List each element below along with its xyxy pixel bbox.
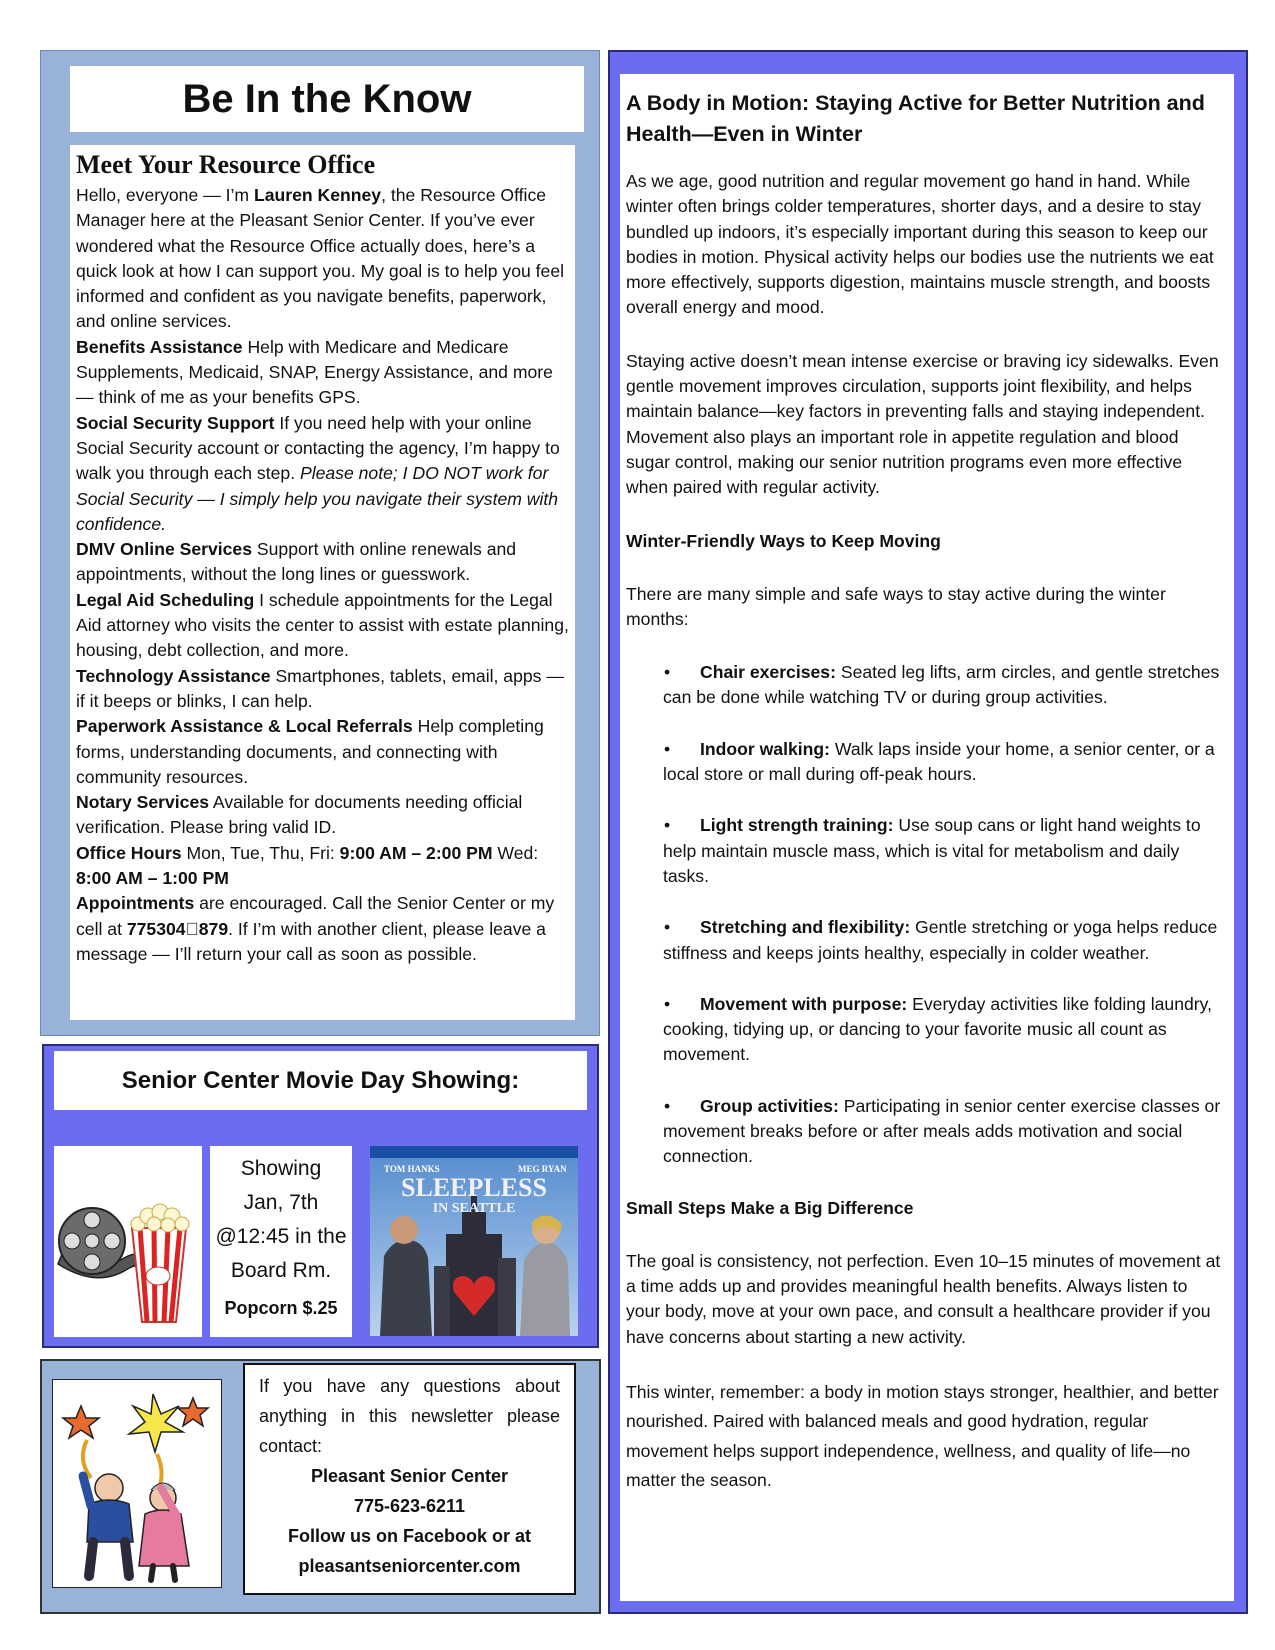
article-paragraph-2: Staying active doesn’t mean intense exercise or braving icy sidewalks. Even gentle movement improves circulation, supports joint flexibility, and helps maintain balance—key factors in preventing falls and staying independent. Movement also plays an important role in appetite regulation and blood sugar control, making our senior nutrition programs even more effective when paired with regular activity. bbox=[626, 350, 1219, 498]
resource-intro: Hello, everyone — I’m Lauren Kenney, the Resource Office Manager here at the Pleasant Senior Center. If you’ve ever wondered what the Resource Office actually does, here’s a quick look at how I can support you. My goal is to help you feel informed and confident as you navigate benefits, paperwork, and online services. bbox=[76, 185, 565, 332]
movie-poster-art bbox=[370, 1146, 578, 1336]
celebration-clipart-image bbox=[52, 1379, 222, 1588]
dmv-item: DMV Online Services Support with online renewals and appointments, without the long lines or guesswork. bbox=[76, 539, 517, 585]
poster-actor-1: TOM HANKS bbox=[384, 1164, 440, 1174]
article-title: A Body in Motion: Staying Active for Better Nutrition and Health—Even in Winter bbox=[626, 91, 1205, 146]
poster-actor-2: MEG RYAN bbox=[518, 1164, 567, 1174]
article-paragraph-3: There are many simple and safe ways to stay active during the winter months: bbox=[626, 583, 1166, 629]
movie-poster-image bbox=[370, 1146, 578, 1336]
contact-info bbox=[243, 1363, 576, 1595]
technology-item: Technology Assistance Smartphones, tablets, email, apps — if it beeps or blinks, I can help. bbox=[76, 665, 564, 711]
film-reel-icon bbox=[54, 1146, 202, 1337]
contact-follow: Follow us on Facebook or at bbox=[287, 1526, 532, 1546]
article-paragraph-5: This winter, remember: a body in motion stays stronger, healthier, and better nourished. Paired with balanced meals and good hydration, regular movement helps support independence, wellness, and quality of life—no matter the season. bbox=[626, 1381, 1219, 1491]
phone-number: 775304 879 bbox=[126, 918, 229, 939]
popcorn-price: Popcorn $.25 bbox=[224, 1298, 338, 1318]
contact-question: If you have any questions about anything in this newsletter please contact: bbox=[259, 1376, 560, 1456]
poster-title-1: SLEEPLESS bbox=[401, 1173, 547, 1202]
article-paragraph-4: The goal is consistency, not perfection. Even 10–15 minutes of movement at a time adds up and provides meaningful health benefits. Always listen to your body, move at your own pace, and consult a healthcare provider if you have concerns about starting a new activity. bbox=[626, 1250, 1221, 1347]
resource-body bbox=[70, 145, 575, 1020]
movie-showing-label: Showing bbox=[240, 1157, 322, 1180]
article-subheading-2: Small Steps Make a Big Difference bbox=[626, 1197, 914, 1218]
article-subheading-1: Winter-Friendly Ways to Keep Moving bbox=[626, 530, 941, 551]
contact-org: Pleasant Senior Center bbox=[310, 1466, 509, 1486]
notary-item: Notary Services Available for documents needing official verification. Please bring valid ID. bbox=[76, 792, 523, 838]
resource-heading: Meet Your Resource Office bbox=[76, 150, 376, 179]
movie-info bbox=[210, 1146, 352, 1337]
article-body bbox=[620, 74, 1234, 1601]
list-item: • Chair exercises: Seated leg lifts, arm circles, and gentle stretches can be done while watching TV or during group activities. bbox=[663, 662, 1220, 708]
resource-title: Be In the Know bbox=[182, 77, 472, 121]
movie-location: Board Rm. bbox=[230, 1259, 332, 1282]
contact-website: pleasantseniorcenter.com bbox=[298, 1556, 521, 1576]
celebrating-couple-icon bbox=[53, 1380, 221, 1587]
appointments-item: Appointments are encouraged. Call the Senior Center or my cell at 775304 879. If I’m with another client, please leave a message — I’ll return your call as soon as possible. bbox=[76, 893, 555, 964]
movie-title-box bbox=[54, 1051, 587, 1110]
list-item: • Indoor walking: Walk laps inside your home, a senior center, or a local store or mall during off-peak hours. bbox=[663, 738, 1215, 785]
movie-title: Senior Center Movie Day Showing: bbox=[121, 1067, 520, 1094]
list-item: • Stretching and flexibility: Gentle stretching or yoga helps reduce stiffness and keeps joints healthy, especially in colder weather. bbox=[663, 917, 1218, 963]
office-hours-item: Office Hours Mon, Tue, Thu, Fri: 9:00 AM – 2:00 PM Wed: 8:00 AM – 1:00 PM bbox=[76, 842, 539, 889]
social-security-item: Social Security Support If you need help with your online Social Security account or contacting the agency, I’m happy to walk you through each step. Please note; I DO NOT work for Social Security — I simply help you navigate their system with confidence. bbox=[76, 412, 560, 534]
paperwork-item: Paperwork Assistance & Local Referrals Help completing forms, understanding documents, and connecting with community resources. bbox=[76, 716, 544, 787]
resource-title-box bbox=[70, 66, 584, 132]
poster-title-2: IN SEATTLE bbox=[432, 1201, 516, 1216]
film-reel-popcorn-image bbox=[54, 1146, 202, 1337]
legal-aid-item: Legal Aid Scheduling I schedule appointments for the Legal Aid attorney who visits the center to assist with estate planning, housing, debt collection, and more. bbox=[76, 589, 569, 661]
list-item: • Movement with purpose: Everyday activities like folding laundry, cooking, tidying up, or dancing to your favorite music all count as movement. bbox=[663, 993, 1213, 1065]
activity-list bbox=[663, 660, 1224, 1169]
list-item: • Light strength training: Use soup cans or light hand weights to help maintain muscle mass, which is vital for metabolism and daily tasks. bbox=[663, 815, 1201, 886]
movie-time: @12:45 in the bbox=[215, 1225, 347, 1248]
movie-date: Jan, 7th bbox=[243, 1191, 319, 1214]
list-item: • Group activities: Participating in senior center exercise classes or movement breaks before or after meals adds motivation and social connection. bbox=[663, 1095, 1221, 1167]
article-paragraph-1: As we age, good nutrition and regular movement go hand in hand. While winter often brings colder temperatures, shorter days, and a desire to stay bundled up indoors, it’s especially important during this season to keep our bodies in motion. Physical activity helps our bodies use the nutrients we eat more effectively, supports digestion, maintains muscle strength, and boosts overall energy and mood. bbox=[626, 171, 1214, 318]
benefits-item: Benefits Assistance Help with Medicare and Medicare Supplements, Medicaid, SNAP, Energy Assistance, and more — think of me as your benefits GPS. bbox=[76, 336, 553, 408]
contact-phone: 775-623-6211 bbox=[353, 1496, 466, 1516]
